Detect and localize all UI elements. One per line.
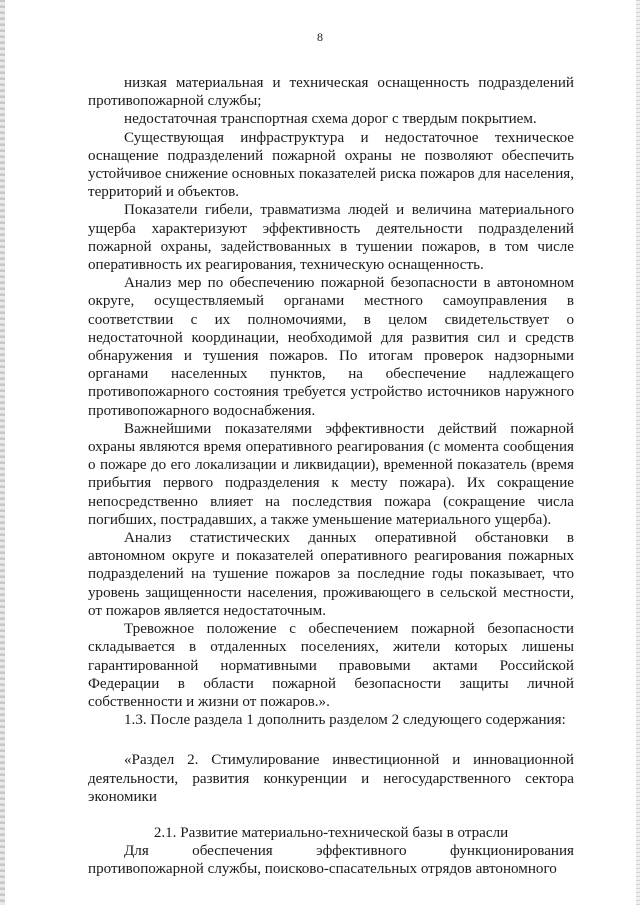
paragraph-8: Тревожное положение с обеспечением пожарной безопасности складывается в отдаленных поселениях, жители которых лишены гарантированной нормативными правовыми актами Российской Федерации в области пожарной безопасности защиты личной собственности и жизни от пожаров.». (88, 621, 574, 710)
paragraph-3: Существующая инфраструктура и недостаточное техническое оснащение подразделений пожарной охраны не позволяют обеспечить устойчивое снижение основных показателей риска пожаров для населения, территорий и объектов. (88, 129, 574, 201)
scan-edge-right (636, 0, 640, 905)
scan-edge-left (0, 0, 5, 905)
subsection-heading: 2.1. Развитие материально-технической базы в отрасли (153, 824, 509, 841)
paragraph-6: Важнейшими показателями эффективности действий пожарной охраны являются время оперативного реагирования (с момента сообщения о пожаре до его локализации и ликвидации), временной показатель (время прибытия первого подразделения к месту пожара). Их сокращение непосредственно влияет на последствия пожара (сокращение числа погибших, пострадавших, а также уменьшение материального ущерба). (88, 420, 574, 528)
page-number: 8 (317, 30, 323, 44)
section-heading: «Раздел 2. Стимулирование инвестиционной и инновационной деятельности, развития конкуренции и негосударственного сектора экономики (88, 752, 574, 805)
paragraph-5: Анализ мер по обеспечению пожарной безопасности в автономном округе, осуществляемый органами местного самоуправления в соответствии с их полномочиями, в целом свидетельствует о недостаточной координации, необходимой для развития сил и средств обнаружения и тушения пожаров. По итогам проверок надзорными органами населенных пунктов, на обеспечение надлежащего противопожарного состояния требуется устройство источников наружного противопожарного водоснабжения. (88, 275, 574, 419)
paragraph-2: недостаточная транспортная схема дорог с твердым покрытием. (124, 111, 537, 128)
paragraph-4: Показатели гибели, травматизма людей и величина материального ущерба характеризуют эффективность деятельности подразделений пожарной охраны, задействованных в тушении пожаров, в том числе оперативность их реагирования, техническую оснащенность. (88, 202, 574, 274)
document-body (88, 74, 574, 879)
paragraph-1: низкая материальная и техническая оснащенность подразделений противопожарной службы; (88, 75, 574, 110)
closing-paragraph: Для обеспечения эффективного функционирования противопожарной службы, поисково-спасательных отрядов автономного (88, 843, 574, 878)
paragraph-9: 1.3. После раздела 1 дополнить разделом 2 следующего содержания: (124, 712, 566, 729)
paragraph-7: Анализ статистических данных оперативной обстановки в автономном округе и показателей оперативного реагирования пожарных подразделений на тушение пожаров за последние годы показывает, что уровень защищенности населения, проживающего в сельской местности, от пожаров является недостаточным. (88, 530, 574, 619)
